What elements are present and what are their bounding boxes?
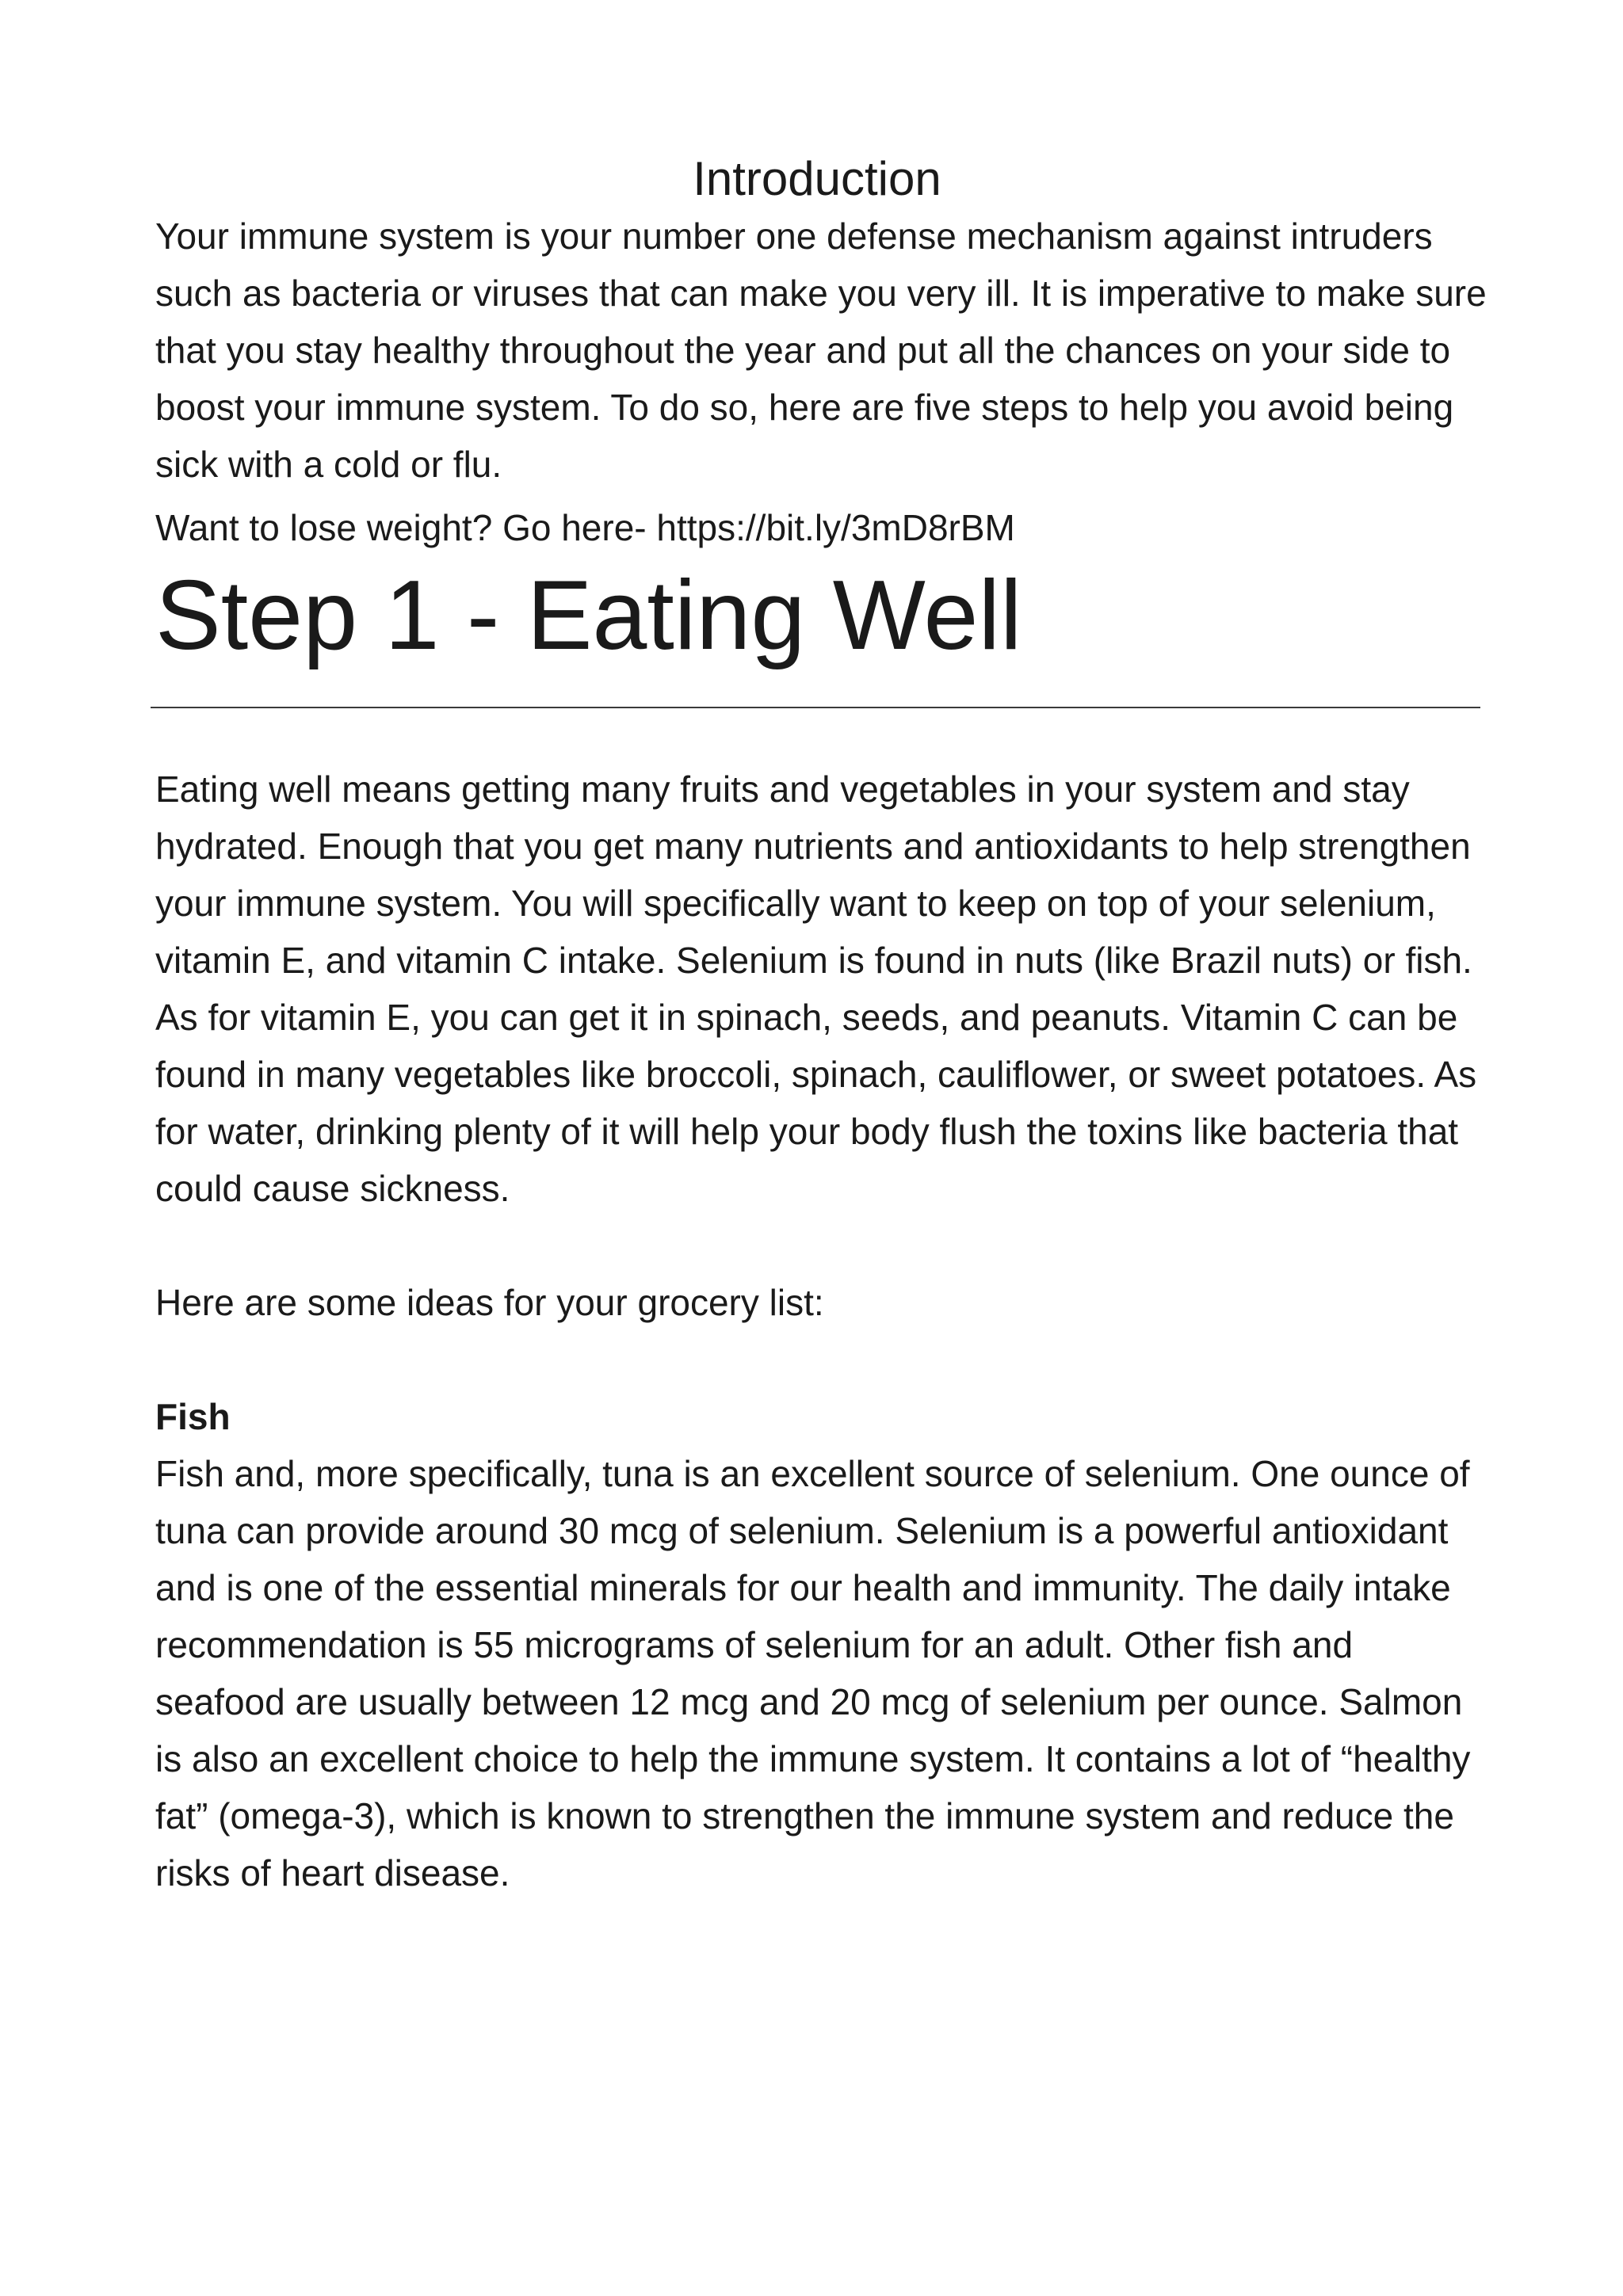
step1-heading: Step 1 - Eating Well <box>155 561 1022 670</box>
fish-paragraph: Fish and, more specifically, tuna is an excellent source of selenium. One ounce of tuna can provide around 30 mcg of selenium. Selenium is a powerful antioxidant and is one of the essential minerals for our health and immunity. The daily intake recommendation is 55 micrograms of selenium for an adult. Other fish and seafood are usually between 12 mcg and 20 mcg of selenium per ounce. Salmon is also an excellent choice to help the immune system. It contains a lot of “healthy fat” (omega-3), which is known to strengthen the immune system and reduce the risks of heart disease. <box>155 1453 1471 1894</box>
grocery-intro: Here are some ideas for your grocery list: <box>155 1282 824 1323</box>
fish-heading: Fish <box>155 1396 231 1437</box>
horizontal-divider <box>151 707 1480 708</box>
promo-line: Want to lose weight? Go here- https://bit.ly/3mD8rBM <box>155 507 1015 548</box>
step1-paragraph: Eating well means getting many fruits and vegetables in your system and stay hydrated. Enough that you get many nutrients and antioxidants to help strengthen your immune system. You will specifically want to keep on top of your selenium, vitamin E, and vitamin C intake. Selenium is found in nuts (like Brazil nuts) or fish. As for vitamin E, you can get it in spinach, seeds, and peanuts. Vitamin C can be found in many vegetables like broccoli, spinach, cauliflower, or sweet potatoes. As for water, drinking plenty of it will help your body flush the toxins like bacteria that could cause sickness. <box>155 769 1477 1209</box>
intro-title: Introduction <box>693 152 941 205</box>
intro-paragraph: Your immune system is your number one defense mechanism against intruders such as bacteria or viruses that can make you very ill. It is imperative to make sure that you stay healthy throughout the year and put all the chances on your side to boost your immune system. To do so, here are five steps to help you avoid being sick with a cold or flu. <box>155 215 1487 485</box>
page-content <box>155 151 1487 1901</box>
